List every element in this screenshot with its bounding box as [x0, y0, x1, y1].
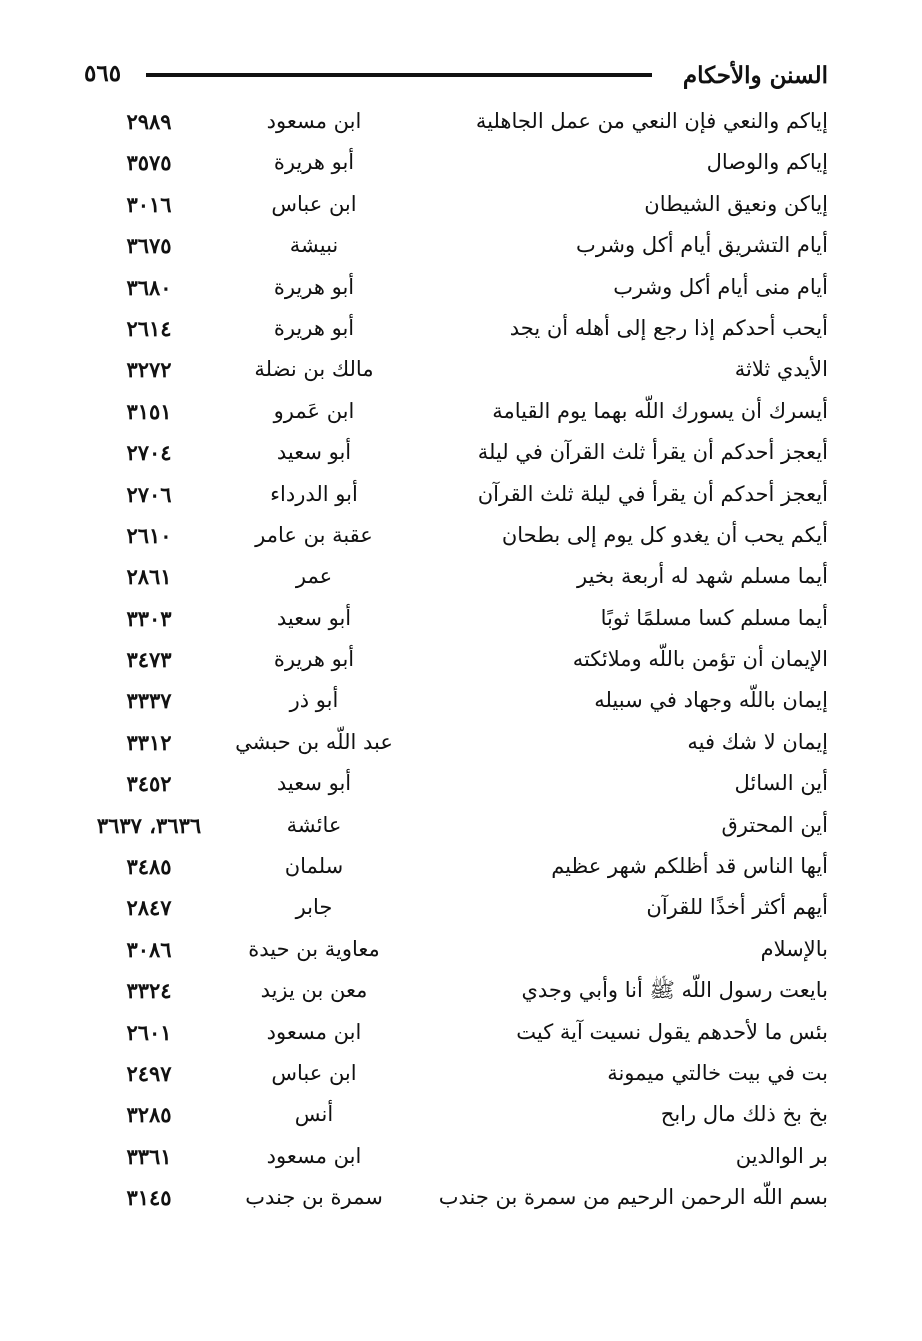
hadith-text: الإيمان أن تؤمن باللّه وملائكته — [572, 647, 828, 672]
hadith-text: إيمان باللّه وجهاد في سبيله — [594, 688, 828, 713]
index-entry — [76, 225, 828, 266]
narrator: ابن عباس — [271, 1060, 357, 1085]
narrator: سمرة بن جندب — [245, 1185, 383, 1210]
hadith-number: ٣١٤٥ — [126, 1185, 172, 1211]
hadith-text: إياكم والوصال — [706, 150, 828, 175]
hadith-text: أيما مسلم كسا مسلمًا ثوبًا — [600, 605, 828, 630]
index-entry — [76, 805, 828, 846]
narrator: عائشة — [286, 812, 342, 837]
narrator: أبو هريرة — [273, 647, 355, 672]
hadith-number: ٢٨٤٧ — [126, 895, 172, 921]
hadith-number: ٣٣٣٧ — [126, 688, 172, 714]
narrator: نبيشة — [289, 233, 339, 258]
hadith-text: بت في بيت خالتي ميمونة — [607, 1060, 828, 1085]
hadith-number: ٣٦٨٠ — [126, 274, 172, 300]
narrator: معن بن يزيد — [260, 978, 368, 1003]
hadith-number: ٣٤٥٢ — [126, 771, 172, 797]
hadith-index-list — [76, 101, 828, 1219]
hadith-number: ٣٣١٢ — [126, 729, 172, 755]
index-entry — [76, 639, 828, 680]
hadith-number: ٢٦١٤ — [126, 315, 172, 341]
hadith-number: ٣٤٨٥ — [126, 854, 172, 880]
hadith-text: أيام التشريق أيام أكل وشرب — [576, 233, 828, 258]
index-entry — [76, 846, 828, 887]
hadith-number: ٣٦٧٥ — [126, 233, 172, 259]
hadith-number: ٣٤٧٣ — [126, 647, 172, 673]
hadith-text: بئس ما لأحدهم يقول نسيت آية كيت — [516, 1019, 828, 1044]
hadith-number: ٣٥٧٥ — [126, 150, 172, 176]
narrator: أبو هريرة — [273, 315, 355, 340]
narrator: أبو سعيد — [276, 605, 352, 630]
hadith-text: أيما مسلم شهد له أربعة بخير — [577, 564, 828, 589]
index-entry — [76, 722, 828, 763]
narrator: أبو سعيد — [276, 771, 352, 796]
index-entry — [76, 349, 828, 390]
index-entry — [76, 101, 828, 142]
header-rule — [146, 73, 652, 77]
index-entry — [76, 474, 828, 515]
index-entry — [76, 556, 828, 597]
index-entry — [76, 763, 828, 804]
index-entry — [76, 929, 828, 970]
narrator: مالك بن نضلة — [254, 357, 374, 382]
index-entry — [76, 1094, 828, 1135]
hadith-text: أيهم أكثر أخذًا للقرآن — [646, 895, 828, 920]
hadith-text: بر الوالدين — [735, 1143, 828, 1168]
index-entry — [76, 308, 828, 349]
hadith-text: أين السائل — [734, 771, 828, 796]
narrator: ابن عباس — [271, 191, 357, 216]
hadith-text: أيكم يحب أن يغدو كل يوم إلى بطحان — [501, 522, 828, 547]
page-number: ٥٦٥ — [84, 60, 122, 87]
running-header — [84, 54, 828, 94]
hadith-text: بالإسلام — [760, 936, 828, 961]
hadith-text: بسم اللّه الرحمن الرحيم من سمرة بن جندب — [438, 1185, 828, 1210]
narrator: أبو الدرداء — [270, 481, 358, 506]
index-entry — [76, 267, 828, 308]
narrator: عمر — [295, 564, 333, 589]
narrator: أبو هريرة — [273, 150, 355, 175]
hadith-number: ٣٢٧٢ — [126, 357, 172, 383]
hadith-text: أيحب أحدكم إذا رجع إلى أهله أن يجد — [509, 315, 828, 340]
index-entry — [76, 1136, 828, 1177]
hadith-text: إياكم والنعي فإن النعي من عمل الجاهلية — [475, 109, 828, 133]
index-entry — [76, 1012, 828, 1053]
hadith-number: ٢٦١٠ — [126, 522, 172, 548]
narrator: سلمان — [284, 854, 344, 879]
index-entry — [76, 184, 828, 225]
hadith-number: ٣١٥١ — [126, 398, 172, 424]
hadith-number: ٣٣٠٣ — [126, 605, 172, 631]
narrator: أبو هريرة — [273, 274, 355, 299]
hadith-text: أيسرك أن يسورك اللّه بهما يوم القيامة — [492, 398, 828, 423]
hadith-text: أيها الناس قد أظلكم شهر عظيم — [551, 854, 828, 879]
hadith-number: ٢٤٩٧ — [126, 1060, 172, 1086]
hadith-number: ٢٦٠١ — [126, 1019, 172, 1045]
index-entry — [76, 1053, 828, 1094]
hadith-number: ٣٣٦١ — [126, 1143, 172, 1169]
narrator: جابر — [295, 895, 333, 920]
index-entry — [76, 887, 828, 928]
hadith-number: ٢٧٠٦ — [126, 481, 172, 507]
narrator: ابن مسعود — [266, 1143, 362, 1168]
index-entry — [76, 391, 828, 432]
narrator: ابن عَمرو — [273, 398, 355, 423]
index-entry — [76, 680, 828, 721]
hadith-number: ٣٣٢٤ — [126, 978, 172, 1004]
narrator: معاوية بن حيدة — [248, 936, 380, 961]
narrator: ابن مسعود — [266, 109, 362, 133]
hadith-text: أيام منى أيام أكل وشرب — [613, 274, 828, 299]
index-entry — [76, 970, 828, 1011]
hadith-text: أين المحترق — [721, 812, 828, 837]
narrator: أبو ذر — [289, 688, 339, 713]
hadith-number: ٢٧٠٤ — [126, 440, 172, 466]
index-entry — [76, 432, 828, 473]
hadith-number: ٢٨٦١ — [126, 564, 172, 590]
section-title: السنن والأحكام — [682, 62, 828, 89]
hadith-text: بخ بخ ذلك مال رابح — [660, 1102, 828, 1127]
index-entry — [76, 515, 828, 556]
hadith-number: ٢٩٨٩ — [126, 109, 172, 134]
hadith-text: أيعجز أحدكم أن يقرأ في ليلة ثلث القرآن — [477, 481, 828, 506]
narrator: أنس — [294, 1102, 334, 1127]
hadith-text: إياكن ونعيق الشيطان — [644, 191, 828, 216]
narrator: عقبة بن عامر — [255, 522, 373, 547]
index-entry — [76, 598, 828, 639]
hadith-text: الأيدي ثلاثة — [734, 357, 828, 382]
index-entry — [76, 1177, 828, 1218]
narrator: أبو سعيد — [276, 440, 352, 465]
hadith-text: أيعجز أحدكم أن يقرأ ثلث القرآن في ليلة — [477, 440, 828, 465]
hadith-number: ٣٠١٦ — [126, 191, 172, 217]
hadith-number: ٣٢٨٥ — [126, 1102, 172, 1128]
hadith-text: إيمان لا شك فيه — [687, 729, 828, 754]
narrator: عبد اللّه بن حبشي — [235, 729, 393, 754]
hadith-text: بايعت رسول اللّه ﷺ أنا وأبي وجدي — [521, 978, 828, 1003]
hadith-number: ٣٠٨٦ — [126, 936, 172, 962]
narrator: ابن مسعود — [266, 1019, 362, 1044]
index-entry — [76, 142, 828, 183]
hadith-number: ٣٦٣٦، ٣٦٣٧ — [96, 812, 202, 838]
